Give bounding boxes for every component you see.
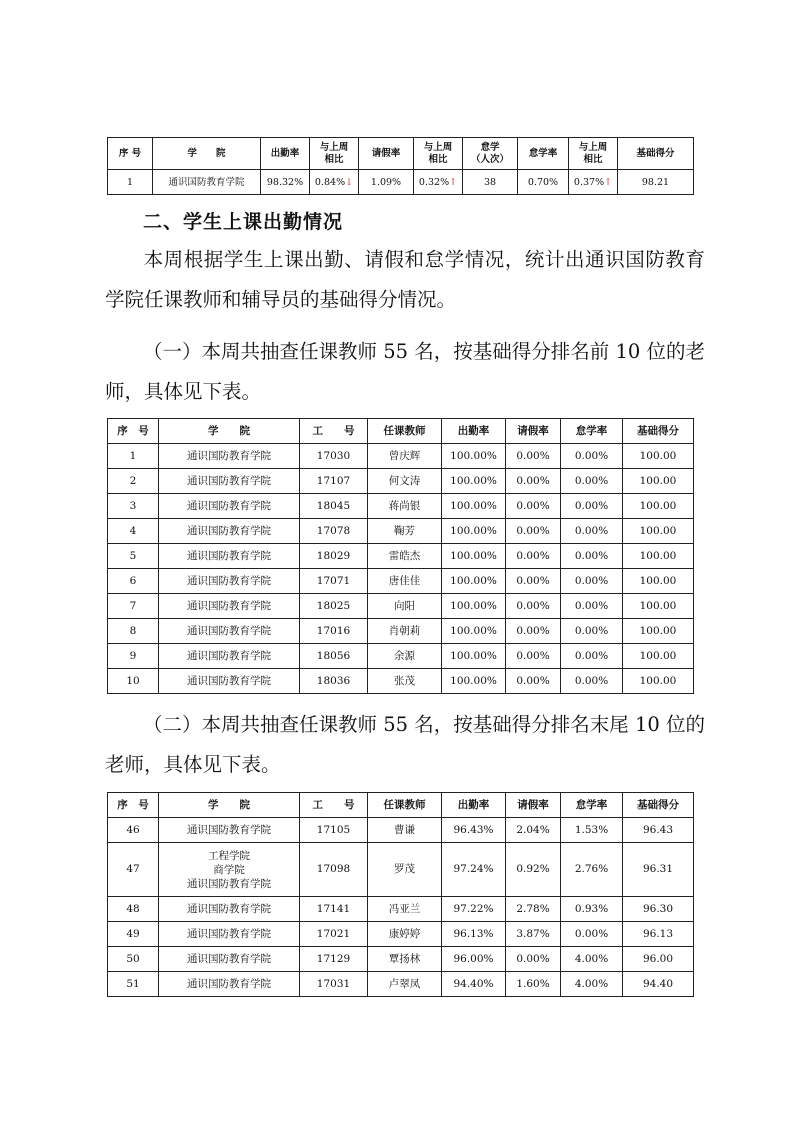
cell-id: 18036: [300, 669, 368, 694]
cell-id: 17105: [300, 818, 368, 843]
cell-truancy: 0.00%: [561, 569, 623, 594]
cell-truancy: 0.00%: [561, 594, 623, 619]
cell-college: 通识国防教育学院: [159, 818, 300, 843]
cell-att: 96.00%: [442, 947, 506, 972]
cell-truancy: 0.00%: [561, 922, 623, 947]
cell-truancy: 0.00%: [561, 544, 623, 569]
cell-college: 工程学院 商学院 通识国防教育学院: [159, 843, 300, 897]
cell-id: 17078: [300, 519, 368, 544]
cell-leave: 0.00%: [506, 569, 561, 594]
cell-leave: 0.00%: [506, 519, 561, 544]
cell-leave: 0.00%: [506, 619, 561, 644]
cell-college: 通识国防教育学院: [159, 469, 300, 494]
cell-id: 18056: [300, 644, 368, 669]
summary-index: 1: [108, 170, 153, 195]
col-header: 出勤率: [442, 419, 506, 444]
cell-leave: 0.00%: [506, 669, 561, 694]
cell-truancy: 1.53%: [561, 818, 623, 843]
summary-score: 98.21: [618, 170, 694, 195]
cell-id: 17129: [300, 947, 368, 972]
cell-att: 96.13%: [442, 922, 506, 947]
cell-truancy: 0.00%: [561, 644, 623, 669]
cell-name: 肖朝莉: [368, 619, 442, 644]
top10-table: [107, 418, 694, 694]
summary-header-row: [108, 138, 694, 170]
summary-header: 序 号: [108, 138, 153, 170]
cell-leave: 2.78%: [506, 897, 561, 922]
col-header: 怠学率: [561, 793, 623, 818]
cell-score: 94.40: [623, 972, 694, 997]
paragraph-bottom-text: （二）本周共抽查任课教师 55 名，按基础得分排名末尾 10 位的老师，具体见下表。: [105, 713, 705, 776]
summary-leave: 1.09%: [359, 170, 414, 195]
cell-college: 通识国防教育学院: [159, 444, 300, 469]
col-header: 学 院: [159, 419, 300, 444]
cell-id: 18045: [300, 494, 368, 519]
cell-name: 曹谦: [368, 818, 442, 843]
paragraph-intro-text: 本周根据学生上课出勤、请假和怠学情况，统计出通识国防教育学院任课教师和辅导员的基础得分情况。: [105, 248, 705, 311]
top10-header-row: [108, 419, 694, 444]
cell-score: 100.00: [623, 494, 694, 519]
summary-header: 请假率: [359, 138, 414, 170]
cell-att: 94.40%: [442, 972, 506, 997]
cell-name: 罗茂: [368, 843, 442, 897]
cell-college: 通识国防教育学院: [159, 644, 300, 669]
table-row: [108, 494, 694, 519]
cell-idx: 2: [108, 469, 159, 494]
cell-leave: 0.00%: [506, 594, 561, 619]
table-row: [108, 544, 694, 569]
summary-truancy-count: 38: [463, 170, 518, 195]
summary-leave-change: 0.32%: [418, 176, 450, 188]
cell-name: 蒋尚银: [368, 494, 442, 519]
cell-id: 17021: [300, 922, 368, 947]
col-header: 任课教师: [368, 419, 442, 444]
cell-college: 通识国防教育学院: [159, 619, 300, 644]
table-row: [108, 922, 694, 947]
col-header: 学 院: [159, 793, 300, 818]
cell-leave: 3.87%: [506, 922, 561, 947]
cell-id: 17098: [300, 843, 368, 897]
summary-att-change: 0.84%: [314, 176, 346, 188]
col-header: 基础得分: [623, 793, 694, 818]
cell-truancy: 0.00%: [561, 469, 623, 494]
table-row: [108, 947, 694, 972]
cell-id: 17107: [300, 469, 368, 494]
cell-leave: 2.04%: [506, 818, 561, 843]
summary-attendance: 98.32%: [261, 170, 310, 195]
cell-idx: 6: [108, 569, 159, 594]
col-header: 请假率: [506, 419, 561, 444]
cell-truancy: 4.00%: [561, 947, 623, 972]
cell-idx: 47: [108, 843, 159, 897]
section-heading: 二、学生上课出勤情况: [143, 211, 344, 233]
cell-idx: 48: [108, 897, 159, 922]
cell-score: 100.00: [623, 444, 694, 469]
cell-college: 通识国防教育学院: [159, 519, 300, 544]
table-row: [108, 818, 694, 843]
cell-idx: 4: [108, 519, 159, 544]
cell-truancy: 0.93%: [561, 897, 623, 922]
cell-truancy: 0.00%: [561, 494, 623, 519]
col-header: 出勤率: [442, 793, 506, 818]
cell-name: 唐佳佳: [368, 569, 442, 594]
arrow-up-icon: ↑: [604, 176, 613, 188]
cell-name: 曾庆辉: [368, 444, 442, 469]
col-header: 工 号: [300, 419, 368, 444]
cell-att: 97.24%: [442, 843, 506, 897]
cell-idx: 3: [108, 494, 159, 519]
cell-idx: 9: [108, 644, 159, 669]
cell-truancy: 4.00%: [561, 972, 623, 997]
cell-leave: 0.00%: [506, 644, 561, 669]
table-row: [108, 644, 694, 669]
cell-id: 17031: [300, 972, 368, 997]
cell-college: 通识国防教育学院: [159, 947, 300, 972]
cell-score: 100.00: [623, 619, 694, 644]
cell-att: 100.00%: [442, 619, 506, 644]
col-header: 序 号: [108, 419, 159, 444]
table-row: [108, 843, 694, 897]
summary-row: [108, 170, 694, 195]
cell-idx: 49: [108, 922, 159, 947]
cell-leave: 0.00%: [506, 469, 561, 494]
cell-id: 17141: [300, 897, 368, 922]
table-row: [108, 972, 694, 997]
cell-score: 96.00: [623, 947, 694, 972]
cell-idx: 10: [108, 669, 159, 694]
cell-truancy: 2.76%: [561, 843, 623, 897]
summary-truancy: 0.70%: [518, 170, 569, 195]
cell-truancy: 0.00%: [561, 444, 623, 469]
cell-name: 康婷婷: [368, 922, 442, 947]
cell-score: 100.00: [623, 594, 694, 619]
col-header: 工 号: [300, 793, 368, 818]
cell-leave: 0.00%: [506, 444, 561, 469]
cell-college: 通识国防教育学院: [159, 569, 300, 594]
cell-att: 100.00%: [442, 669, 506, 694]
cell-college: 通识国防教育学院: [159, 922, 300, 947]
cell-att: 100.00%: [442, 444, 506, 469]
cell-id: 18029: [300, 544, 368, 569]
table-row: [108, 897, 694, 922]
table-row: [108, 594, 694, 619]
bottom-header-row: [108, 793, 694, 818]
summary-table: [107, 137, 694, 195]
table-row: [108, 669, 694, 694]
col-header: 请假率: [506, 793, 561, 818]
table-row: [108, 444, 694, 469]
paragraph-intro: [105, 240, 705, 320]
cell-id: 17030: [300, 444, 368, 469]
cell-idx: 50: [108, 947, 159, 972]
col-header: 序 号: [108, 793, 159, 818]
arrow-down-icon: ↓: [345, 176, 354, 188]
cell-college: 通识国防教育学院: [159, 972, 300, 997]
cell-att: 100.00%: [442, 494, 506, 519]
table-row: [108, 469, 694, 494]
table-row: [108, 519, 694, 544]
cell-score: 100.00: [623, 469, 694, 494]
cell-att: 97.22%: [442, 897, 506, 922]
table-row: [108, 619, 694, 644]
summary-truancy-change-cell: [569, 170, 618, 195]
cell-truancy: 0.00%: [561, 669, 623, 694]
cell-score: 100.00: [623, 519, 694, 544]
cell-idx: 1: [108, 444, 159, 469]
col-header: 怠学率: [561, 419, 623, 444]
cell-truancy: 0.00%: [561, 519, 623, 544]
cell-name: 张茂: [368, 669, 442, 694]
bottom-table: [107, 792, 694, 997]
summary-header: 基础得分: [618, 138, 694, 170]
cell-score: 100.00: [623, 669, 694, 694]
cell-idx: 5: [108, 544, 159, 569]
summary-header: 与上周 相比: [414, 138, 463, 170]
cell-score: 96.30: [623, 897, 694, 922]
cell-idx: 51: [108, 972, 159, 997]
paragraph-bottom: [105, 705, 705, 785]
cell-college: 通识国防教育学院: [159, 594, 300, 619]
cell-att: 96.43%: [442, 818, 506, 843]
summary-leave-change-cell: [414, 170, 463, 195]
arrow-up-icon: ↑: [449, 176, 458, 188]
cell-id: 17071: [300, 569, 368, 594]
summary-header: 怠学率: [518, 138, 569, 170]
cell-score: 96.43: [623, 818, 694, 843]
cell-name: 何文涛: [368, 469, 442, 494]
cell-score: 96.31: [623, 843, 694, 897]
cell-leave: 0.00%: [506, 947, 561, 972]
col-header: 任课教师: [368, 793, 442, 818]
paragraph-top10: [105, 332, 705, 412]
cell-att: 100.00%: [442, 644, 506, 669]
cell-score: 100.00: [623, 569, 694, 594]
cell-college: 通识国防教育学院: [159, 494, 300, 519]
summary-header: 怠学 （人次）: [463, 138, 518, 170]
cell-id: 17016: [300, 619, 368, 644]
cell-name: 余源: [368, 644, 442, 669]
cell-leave: 0.92%: [506, 843, 561, 897]
cell-leave: 0.00%: [506, 494, 561, 519]
cell-name: 覃扬林: [368, 947, 442, 972]
paragraph-top10-text: （一）本周共抽查任课教师 55 名，按基础得分排名前 10 位的老师，具体见下表。: [105, 340, 705, 403]
col-header: 基础得分: [623, 419, 694, 444]
cell-att: 100.00%: [442, 569, 506, 594]
cell-score: 96.13: [623, 922, 694, 947]
summary-att-change-cell: [310, 170, 359, 195]
cell-name: 向阳: [368, 594, 442, 619]
cell-score: 100.00: [623, 644, 694, 669]
cell-college: 通识国防教育学院: [159, 897, 300, 922]
cell-idx: 7: [108, 594, 159, 619]
cell-name: 卢翠凤: [368, 972, 442, 997]
cell-name: 冯亚兰: [368, 897, 442, 922]
cell-truancy: 0.00%: [561, 619, 623, 644]
summary-college: 通识国防教育学院: [153, 170, 261, 195]
cell-leave: 0.00%: [506, 544, 561, 569]
cell-name: 鞠芳: [368, 519, 442, 544]
summary-header: 学 院: [153, 138, 261, 170]
summary-header: 与上周 相比: [569, 138, 618, 170]
cell-name: 雷皓杰: [368, 544, 442, 569]
cell-idx: 46: [108, 818, 159, 843]
cell-att: 100.00%: [442, 544, 506, 569]
cell-idx: 8: [108, 619, 159, 644]
table-row: [108, 569, 694, 594]
summary-header: 与上周 相比: [310, 138, 359, 170]
cell-att: 100.00%: [442, 519, 506, 544]
cell-college: 通识国防教育学院: [159, 669, 300, 694]
cell-att: 100.00%: [442, 594, 506, 619]
cell-id: 18025: [300, 594, 368, 619]
cell-score: 100.00: [623, 544, 694, 569]
summary-truancy-change: 0.37%: [573, 176, 605, 188]
cell-att: 100.00%: [442, 469, 506, 494]
cell-college: 通识国防教育学院: [159, 544, 300, 569]
summary-header: 出勤率: [261, 138, 310, 170]
cell-leave: 1.60%: [506, 972, 561, 997]
